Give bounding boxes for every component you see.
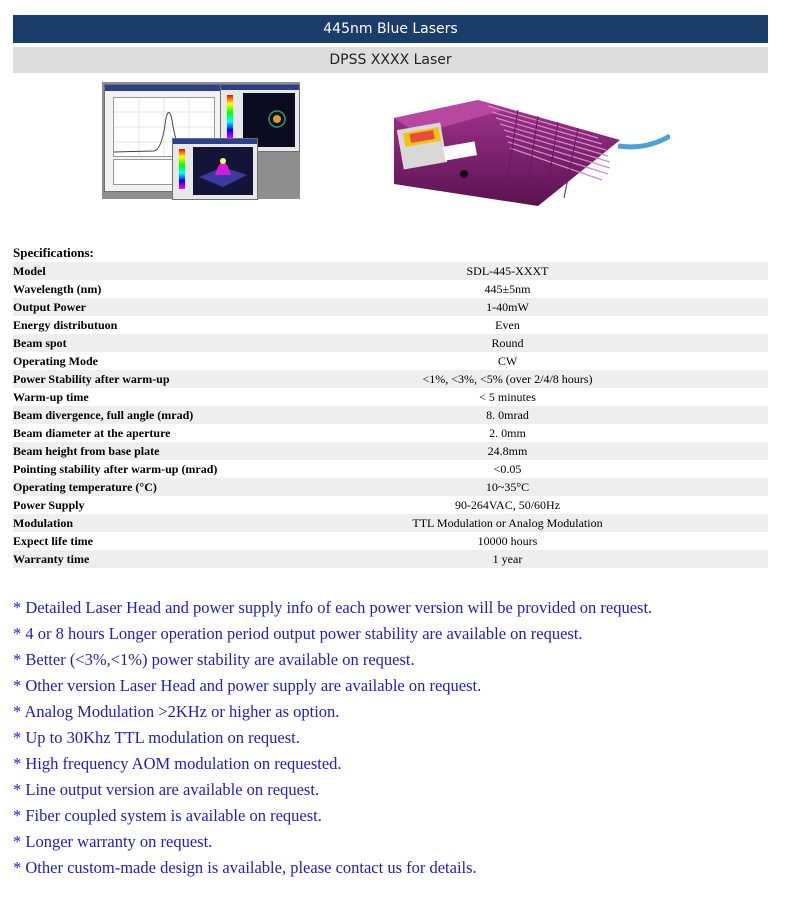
note-item: * Analog Modulation >2KHz or higher as option. bbox=[13, 702, 340, 721]
spec-label: Model bbox=[13, 262, 343, 280]
spec-row bbox=[13, 532, 768, 550]
spec-value: 10~35°C bbox=[343, 478, 768, 496]
spec-value: 24.8mm bbox=[343, 442, 768, 460]
spec-row bbox=[13, 298, 768, 316]
spec-row bbox=[13, 388, 768, 406]
spec-label: Warm-up time bbox=[13, 390, 89, 404]
spec-row bbox=[13, 262, 768, 280]
spec-row bbox=[13, 496, 768, 514]
spec-label: Beam spot bbox=[13, 334, 343, 352]
note-item: * Other custom-made design is available, please contact us for details. bbox=[13, 858, 477, 877]
spec-row bbox=[13, 370, 768, 388]
note-item: * Fiber coupled system is available on request. bbox=[13, 806, 322, 825]
spec-label: Wavelength (nm) bbox=[13, 282, 102, 296]
spec-label: Pointing stability after warm-up (mrad) bbox=[13, 462, 218, 476]
spec-label: Warranty time bbox=[13, 550, 343, 568]
spec-value: 90-264VAC, 50/60Hz bbox=[454, 498, 561, 512]
spec-value: SDL-445-XXXT bbox=[343, 262, 768, 280]
specifications-heading: Specifications: bbox=[13, 245, 94, 260]
spec-label: Power Stability after warm-up bbox=[13, 370, 343, 388]
product-subtitle: DPSS XXXX Laser bbox=[13, 47, 768, 73]
spec-value: TTL Modulation or Analog Modulation bbox=[343, 514, 768, 532]
spec-row bbox=[13, 424, 768, 442]
spec-value: 8. 0mrad bbox=[343, 406, 768, 424]
note-item: * Other version Laser Head and power supply are available on request. bbox=[13, 676, 482, 695]
spec-value: Even bbox=[495, 318, 520, 332]
spec-value: Round bbox=[343, 334, 768, 352]
page-title: 445nm Blue Lasers bbox=[13, 15, 768, 43]
spec-row bbox=[13, 334, 768, 352]
spec-label: Modulation bbox=[13, 514, 343, 532]
spec-label: Beam divergence, full angle (mrad) bbox=[13, 406, 343, 424]
spec-row bbox=[13, 478, 768, 496]
spec-label: Beam height from base plate bbox=[13, 442, 343, 460]
note-item: * Detailed Laser Head and power supply info of each power version will be provided on request. bbox=[13, 598, 653, 617]
notes-list bbox=[13, 596, 652, 882]
note-item: * 4 or 8 hours Longer operation period output power stability are available on request. bbox=[13, 624, 583, 643]
spec-label: Expect life time bbox=[13, 534, 93, 548]
spec-value: 445±5nm bbox=[484, 282, 531, 296]
spec-label: Beam diameter at the aperture bbox=[13, 426, 171, 440]
spec-value: 1-40mW bbox=[343, 298, 768, 316]
spec-value: 1 year bbox=[343, 550, 768, 568]
spec-row bbox=[13, 406, 768, 424]
spec-row bbox=[13, 316, 768, 334]
spec-value: <0.05 bbox=[493, 462, 522, 476]
spec-row bbox=[13, 352, 768, 370]
beam-3d-window bbox=[172, 138, 258, 200]
spec-row bbox=[13, 442, 768, 460]
laser-head-image bbox=[388, 88, 670, 210]
software-screenshot-image bbox=[102, 82, 300, 199]
spec-row bbox=[13, 550, 768, 568]
note-item: * Better (<3%,<1%) power stability are available on request. bbox=[13, 650, 415, 669]
spec-row bbox=[13, 514, 768, 532]
spec-label: Operating Mode bbox=[13, 354, 98, 368]
spec-value: 2. 0mm bbox=[489, 426, 526, 440]
spec-row bbox=[13, 460, 768, 478]
spec-label: Output Power bbox=[13, 298, 343, 316]
note-item: * Longer warranty on request. bbox=[13, 832, 213, 851]
spec-value: CW bbox=[497, 354, 518, 368]
note-item: * High frequency AOM modulation on requested. bbox=[13, 754, 342, 773]
spec-row bbox=[13, 280, 768, 298]
spec-value: 10000 hours bbox=[477, 534, 538, 548]
note-item: * Up to 30Khz TTL modulation on request. bbox=[13, 728, 300, 747]
note-item: * Line output version are available on request. bbox=[13, 780, 320, 799]
spec-value: <1%, <3%, <5% (over 2/4/8 hours) bbox=[343, 370, 768, 388]
spec-label: Power Supply bbox=[13, 498, 85, 512]
spec-value: < 5 minutes bbox=[479, 390, 536, 404]
spec-label: Operating temperature (°C) bbox=[13, 478, 343, 496]
spec-label: Energy distributuon bbox=[13, 318, 118, 332]
specifications-table bbox=[13, 262, 768, 568]
